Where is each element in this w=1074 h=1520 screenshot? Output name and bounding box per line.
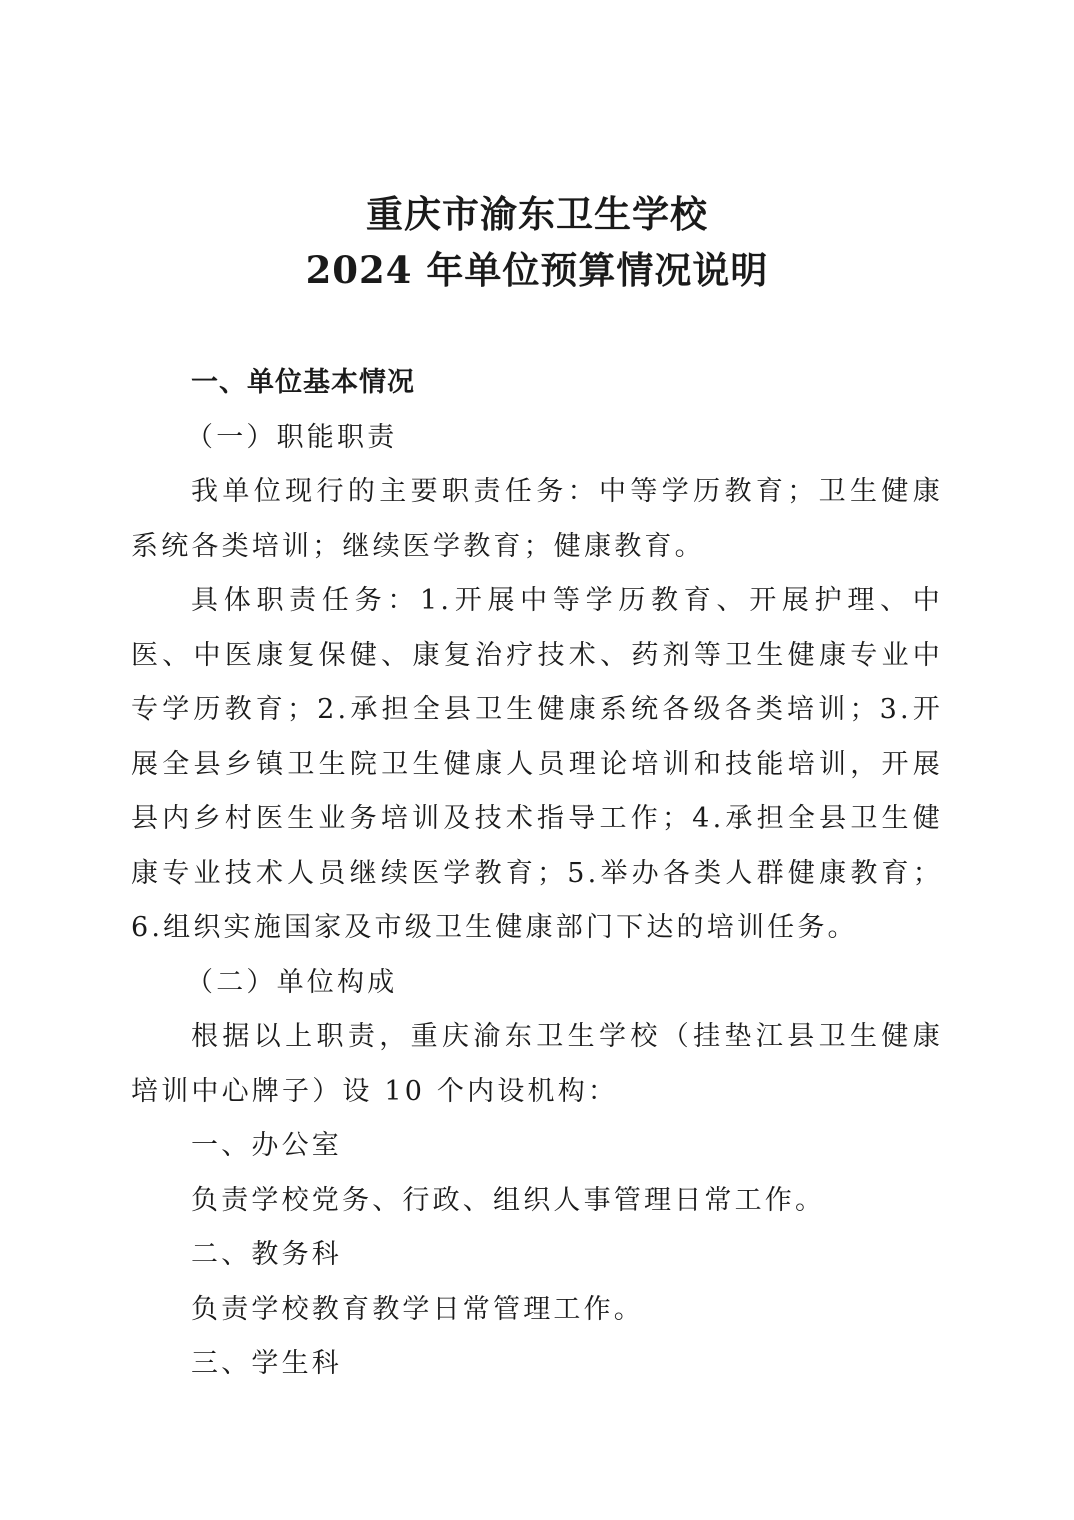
section-heading-basic-info: 一、单位基本情况 [191, 367, 415, 398]
paragraph-composition: 根据以上职责，重庆渝东卫生学校（挂垫江县卫生健康培训中心牌子）设 10 个内设机构： [131, 1021, 943, 1107]
document-body [131, 356, 943, 1392]
subsection-heading-composition: （二）单位构成 [186, 966, 398, 998]
document-subtitle: 2024 年单位预算情况说明 [305, 248, 769, 292]
department-student-name: 三、学生科 [191, 1348, 342, 1379]
department-office-name: 一、办公室 [191, 1130, 342, 1161]
document-title: 重庆市渝东卫生学校 [366, 192, 708, 236]
paragraph-main-duties: 我单位现行的主要职责任务：中等学历教育；卫生健康系统各类培训；继续医学教育；健康教育。 [131, 476, 943, 562]
department-academic-desc: 负责学校教育教学日常管理工作。 [191, 1293, 644, 1325]
department-academic-name: 二、教务科 [191, 1239, 342, 1270]
paragraph-specific-duties: 具体职责任务：1.开展中等学历教育、开展护理、中医、中医康复保健、康复治疗技术、药剂等卫生健康专业中专学历教育；2.承担全县卫生健康系统各级各类培训；3.开展全县乡镇卫生院卫生健康人员理论培训和技能培训，开展县内乡村医生业务培训及技术指导工作；4.承担全县卫生健康专业技术人员继续医学教育；5.举办各类人群健康教育；6.组织实施国家及市级卫生健康部门下达的培训任务。 [131, 585, 943, 943]
subsection-heading-duties: （一）职能职责 [186, 421, 398, 453]
department-office-desc: 负责学校党务、行政、组织人事管理日常工作。 [191, 1184, 826, 1216]
